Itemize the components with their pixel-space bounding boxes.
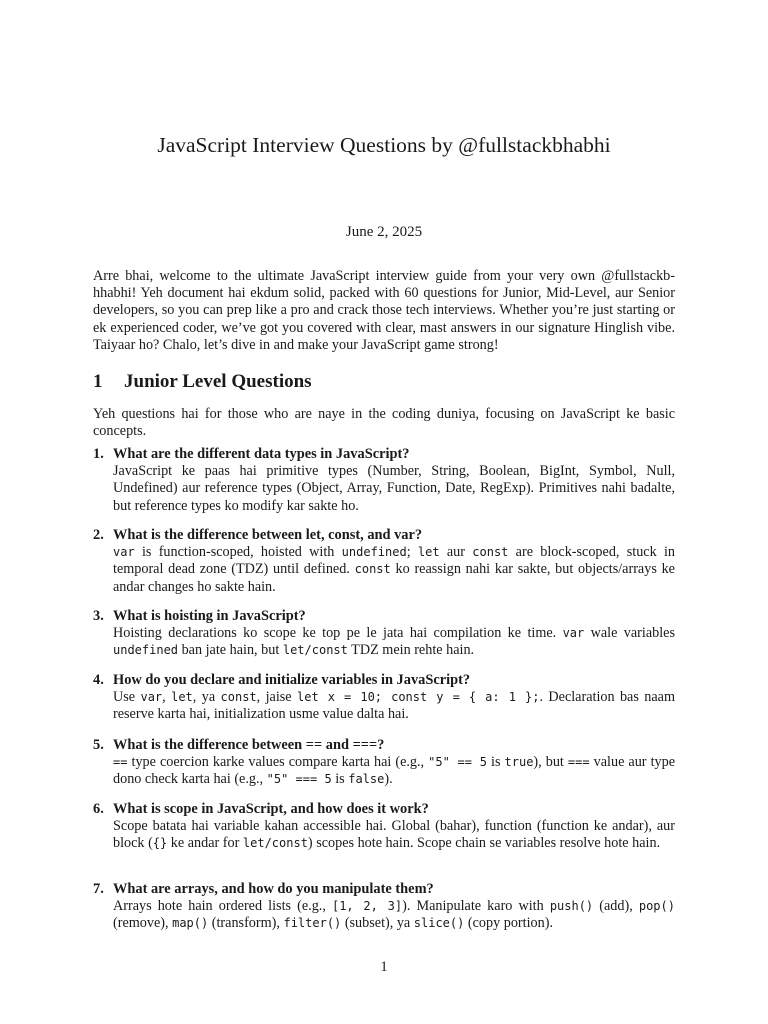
question-number: 7. xyxy=(93,881,104,897)
answer-fragment: are block-scoped, stuck in temporal dead zone (TDZ) until defined. xyxy=(113,544,675,578)
question-heading xyxy=(93,737,675,754)
answer-fragment: . Declaration bas naam reserve karta hai, initialization usme value dalta hai. xyxy=(113,689,675,723)
answer-text xyxy=(113,898,675,932)
question-heading xyxy=(93,672,675,689)
inline-code: "5" === 5 xyxy=(266,772,332,787)
document-title: JavaScript Interview Questions by @fullstackbhabhi xyxy=(157,133,611,157)
answer-fragment: Hoisting declarations ko scope ke top pe le jata hai compilation ke time. xyxy=(113,625,563,642)
answer-fragment: is xyxy=(331,771,349,788)
inline-code: const xyxy=(472,545,509,560)
answer-fragment: , xyxy=(162,689,172,706)
question-item xyxy=(93,446,675,515)
question-heading xyxy=(93,801,675,818)
question-item xyxy=(93,881,675,933)
answer-fragment: is xyxy=(486,754,505,771)
question-item xyxy=(93,527,675,596)
answer-fragment: ). xyxy=(384,771,393,788)
question-heading xyxy=(93,446,675,463)
question-text: What are the different data types in JavaScript? xyxy=(113,446,410,462)
inline-code: pop() xyxy=(638,899,675,914)
answer-fragment: ko reassign nahi kar sakte, but objects/arrays ke andar changes ho sakte hain. xyxy=(113,561,675,595)
answer-fragment: TDZ mein rehte hain. xyxy=(347,642,475,659)
inline-code: false xyxy=(348,772,385,787)
answer-fragment: ban jate hain, but xyxy=(178,642,283,659)
answer-text xyxy=(113,689,675,723)
question-item xyxy=(93,672,675,724)
answer-fragment: Use xyxy=(113,689,141,706)
question-number: 3. xyxy=(93,608,104,624)
answer-fragment: type coercion karke values compare karta hai (e.g., xyxy=(127,754,429,771)
question-text: What is the difference between == and ===? xyxy=(113,737,385,753)
answer-fragment: is function-scoped, hoisted with xyxy=(134,544,342,561)
answer-fragment: value aur type dono check karta hai (e.g., xyxy=(113,754,676,788)
answer-fragment: (copy portion). xyxy=(464,915,553,932)
inline-code: var xyxy=(562,626,585,641)
question-text: What is scope in JavaScript, and how does it work? xyxy=(113,801,429,817)
page-number: 1 xyxy=(380,959,388,975)
question-text: How do you declare and initialize variables in JavaScript? xyxy=(113,672,471,688)
question-number: 5. xyxy=(93,737,104,753)
question-number: 6. xyxy=(93,801,104,817)
inline-code: let x = 10; const y = { a: 1 }; xyxy=(297,690,540,705)
inline-code: let/const xyxy=(282,643,348,658)
inline-code: true xyxy=(504,755,534,770)
inline-code: let xyxy=(171,690,193,705)
answer-fragment: ), but xyxy=(533,754,568,771)
question-number: 2. xyxy=(93,527,104,543)
inline-code: === xyxy=(567,755,590,770)
inline-code: == xyxy=(113,755,128,770)
answer-fragment: , ya xyxy=(192,689,221,706)
answer-fragment: Arrays hote hain ordered lists (e.g., xyxy=(113,898,332,915)
question-item xyxy=(93,608,675,660)
question-heading xyxy=(93,527,675,544)
question-text: What is hoisting in JavaScript? xyxy=(113,608,306,624)
section-number: 1 xyxy=(93,371,103,392)
answer-fragment: , jaise xyxy=(256,689,297,706)
inline-code: let xyxy=(417,545,440,560)
answer-text xyxy=(113,463,675,515)
answer-fragment: JavaScript ke paas hai primitive types (Number, String, Boolean, BigInt, Symbol, Null, Undefined) aur reference types (Object, Array, Function, Date, RegExp). Primitives nahi badalte, but reference types ko modify kar sakte ho. xyxy=(113,463,675,514)
section-heading xyxy=(93,371,312,393)
question-item xyxy=(93,801,675,853)
answer-fragment: wale variables xyxy=(584,625,675,642)
inline-code: var xyxy=(113,545,135,560)
answer-text xyxy=(113,544,675,596)
inline-code: undefined xyxy=(341,545,407,560)
answer-fragment: ). Manipulate karo with xyxy=(402,898,550,915)
answer-fragment: Scope batata hai variable kahan accessible hai. Global (bahar), function (function ke andar), aur block ( xyxy=(113,818,675,852)
inline-code: undefined xyxy=(113,643,179,658)
question-number: 4. xyxy=(93,672,104,688)
inline-code: let/const xyxy=(242,836,308,851)
inline-code: slice() xyxy=(413,916,465,931)
inline-code: "5" == 5 xyxy=(428,755,487,770)
inline-code: {} xyxy=(152,836,168,851)
section-intro: Yeh questions hai for those who are naye in the coding duniya, focusing on JavaScript ke basic concepts. xyxy=(93,406,675,440)
inline-code: const xyxy=(220,690,257,705)
inline-code: [1, 2, 3] xyxy=(331,899,403,914)
answer-fragment: (transform), xyxy=(208,915,284,932)
question-heading xyxy=(93,881,675,898)
answer-text xyxy=(113,818,675,852)
intro-paragraph: Arre bhai, welcome to the ultimate JavaScript interview guide from your very own @fullstackb-hhabhi! Yeh document hai ekdum solid, packed with 60 questions for Junior, Mid-Level, aur Senior developers, so you can prep like a pro and crack those tech interviews. Whether you’re just starting or ek experienced coder, we’ve got you covered with clear, mast answers in our signature Hinglish vibe. Taiyaar ho? Chalo, let’s dive in and make your JavaScript game strong! xyxy=(93,268,675,353)
document-date: June 2, 2025 xyxy=(345,224,423,240)
answer-text xyxy=(113,754,675,788)
answer-fragment: (add), xyxy=(593,898,639,915)
question-text: What is the difference between let, const, and var? xyxy=(113,527,423,543)
answer-fragment: ke andar for xyxy=(167,835,243,852)
inline-code: var xyxy=(140,690,163,705)
answer-fragment: (remove), xyxy=(113,915,173,932)
answer-text xyxy=(113,625,675,659)
inline-code: map() xyxy=(172,916,209,931)
question-number: 1. xyxy=(93,446,104,462)
answer-fragment: ) scopes hote hain. Scope chain se variables resolve hote hain. xyxy=(307,835,661,852)
inline-code: filter() xyxy=(283,916,342,931)
section-title: Junior Level Questions xyxy=(124,371,312,392)
answer-fragment: ; xyxy=(406,544,418,561)
question-item xyxy=(93,737,675,789)
question-heading xyxy=(93,608,675,625)
inline-code: const xyxy=(354,562,391,577)
inline-code: push() xyxy=(549,899,594,914)
answer-fragment: aur xyxy=(439,544,473,561)
question-text: What are arrays, and how do you manipulate them? xyxy=(113,881,434,897)
answer-fragment: (subset), ya xyxy=(341,915,414,932)
